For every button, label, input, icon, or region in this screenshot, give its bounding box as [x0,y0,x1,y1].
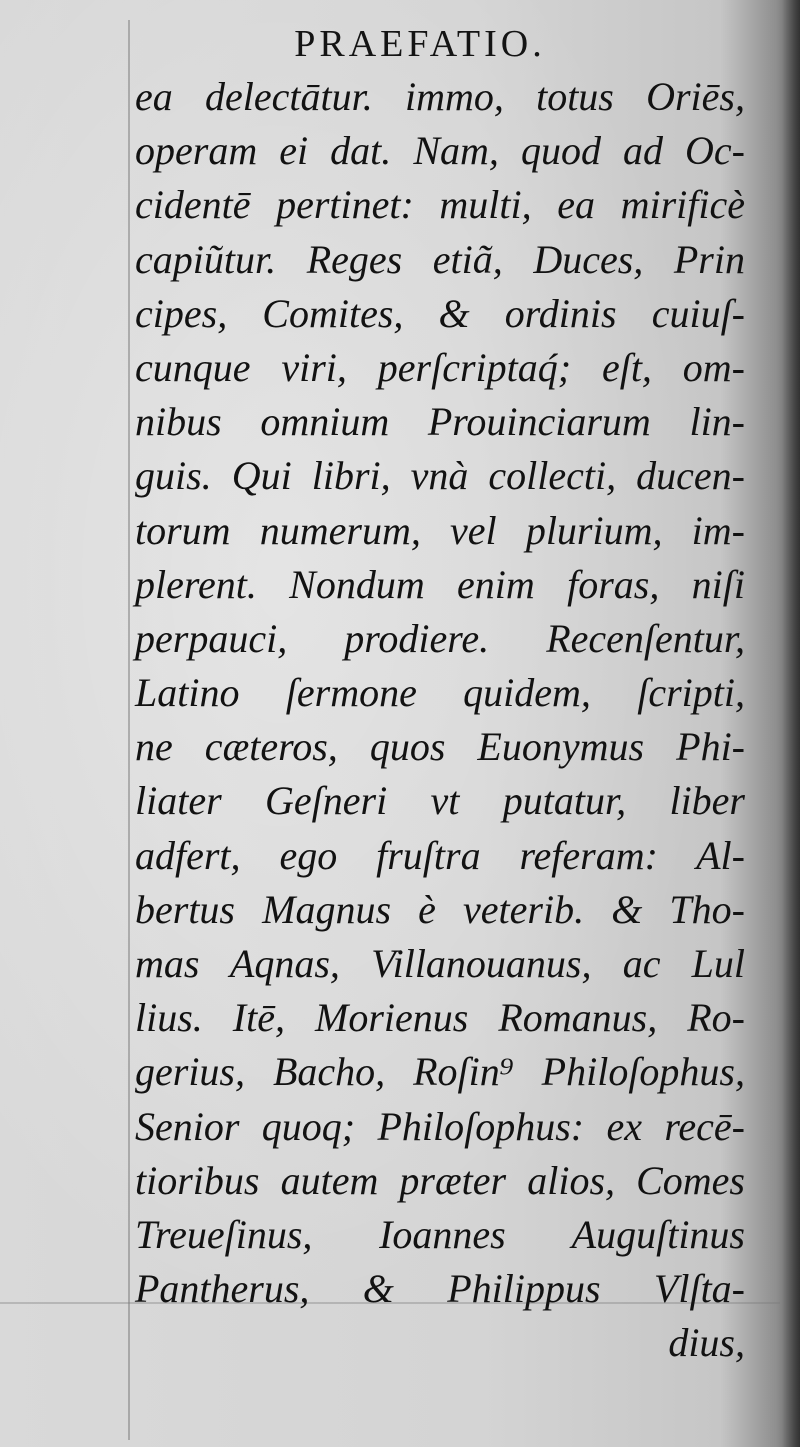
text-line: cunque viri, perſcriptaq́; eſt, om- [135,344,745,390]
text-line: cipes, Comites, & ordinis cuiuſ- [135,290,745,336]
text-line: ne cæteros, quos Euonymus Phi- [135,724,745,770]
text-line: dius, [668,1320,745,1366]
text-line: mas Aqnas, Villanouanus, ac Lul [135,941,745,986]
text-line: tioribus autem præter alios, Comes [135,1157,745,1203]
text-line: operam ei dat. Nam, quod ad Oc- [135,128,745,174]
text-line: ea delectātur. immo, totus Oriēs, [135,74,745,119]
text-line: guis. Qui libri, vnà collecti, ducen- [135,453,745,499]
text-line: liater Geſneri vt putatur, liber [135,778,745,824]
margin-rule-left [128,20,130,1440]
body-text [135,70,745,1371]
text-line: adfert, ego fruſtra referam: Al- [135,832,745,878]
text-line: Treueſinus, Ioannes Auguſtinus [135,1211,745,1257]
text-line: Latino ſermone quidem, ſcripti, [135,670,745,716]
text-line: nibus omnium Prouinciarum lin- [135,399,745,445]
text-line: bertus Magnus è veterib. & Tho- [135,886,745,932]
page-edge-shadow [782,0,800,1447]
text-line: plerent. Nondum enim foras, niſi [135,561,745,607]
text-line: perpauci, prodiere. Recenſentur, [135,615,745,661]
text-line: Senior quoq; Philoſophus: ex recē- [135,1103,745,1149]
running-head: PRAEFATIO. [294,23,546,65]
text-line: lius. Itē, Morienus Romanus, Ro- [135,995,745,1041]
text-line: Pantherus, & Philippus Vlſta- [135,1266,745,1312]
text-line: gerius, Bacho, Roſin⁹ Philoſophus, [135,1049,745,1095]
text-line: torum numerum, vel plurium, im- [135,507,745,553]
text-line: capiũtur. Reges etiã, Duces, Prin [135,236,745,282]
text-line: cidentē pertinet: multi, ea mirificè [135,182,745,228]
